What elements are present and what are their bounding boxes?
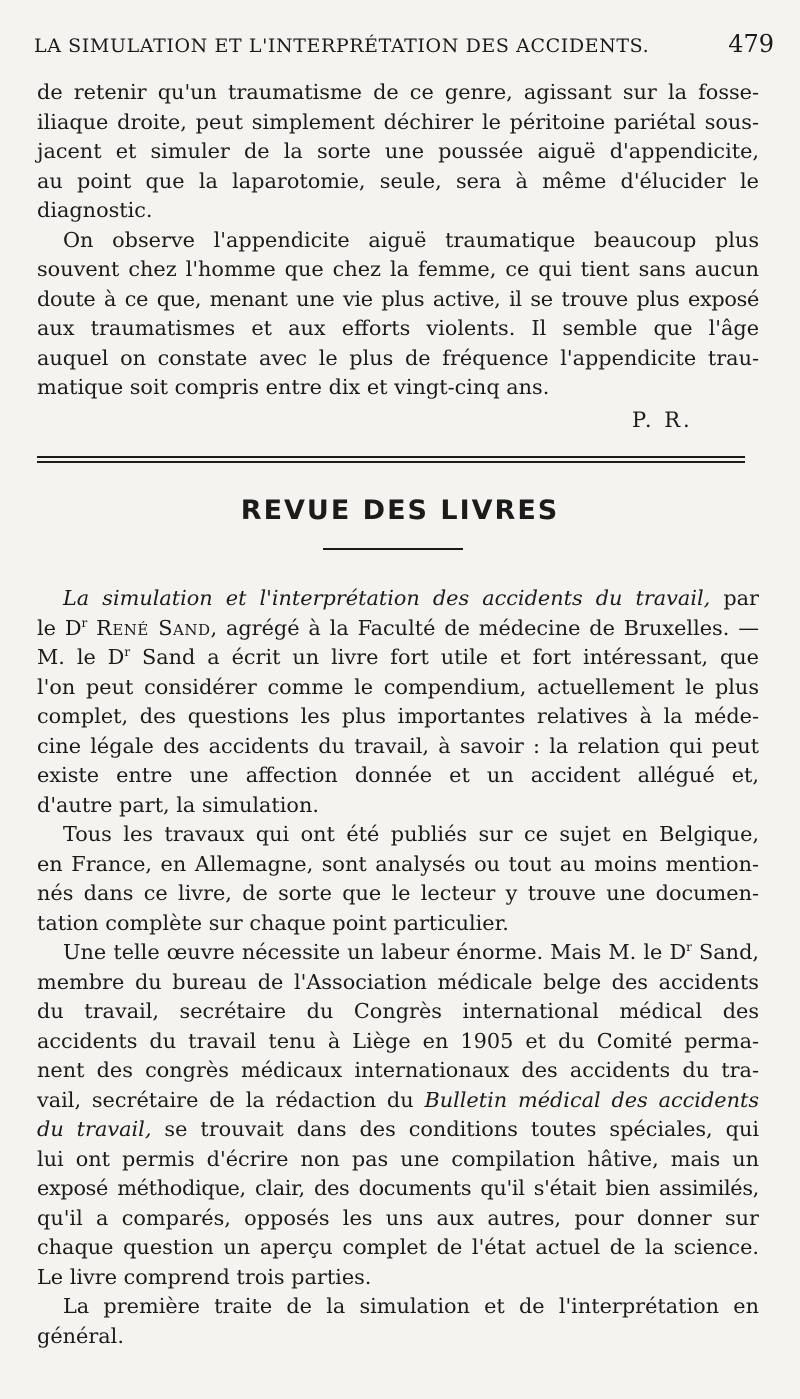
text-line: membre du bureau de l'Association médicale belge des accidents (37, 969, 759, 994)
text-line: diagnostic. (37, 198, 153, 222)
text-line: nent des congrès médicaux internationaux des accidents du tra- (37, 1058, 759, 1082)
text-line: existe entre une affection donnée et un accident allégué et, (37, 763, 759, 787)
author-first-name: René (96, 615, 149, 640)
text-fragment: , agrégé à la Faculté de médecine de Bruxelles. — (210, 615, 759, 640)
text-line: du travail, secrétaire du Congrès international médical des (37, 999, 759, 1023)
author-last-name: Sand (158, 615, 211, 640)
superscript: r (124, 645, 131, 659)
text-line: matique soit compris entre dix et vingt-cinq ans. (37, 375, 550, 399)
text-line: exposé méthodique, clair, des documents qu'il s'était bien assimilés, (37, 1176, 759, 1200)
superscript: r (686, 940, 692, 954)
book-title: La simulation et l'interprétation des accidents du travail, (63, 586, 711, 610)
text-line: cine légale des accidents du travail, à savoir : la relation qui peut (37, 733, 759, 758)
text-line (37, 1115, 759, 1145)
text-line: lui ont permis d'écrire non pas une compilation hâtive, mais un (37, 1146, 759, 1171)
text-fragment: le D (37, 615, 82, 640)
text-line: au point que la laparotomie, seule, sera à même d'élucider le (37, 168, 759, 193)
text-line: aux traumatismes et aux efforts violents. Il semble que l'âge (37, 316, 759, 340)
superscript: r (81, 615, 88, 630)
journal-title: du travail, (37, 1117, 152, 1141)
text-line: qu'il a comparés, opposés les uns aux autres, pour donner sur (37, 1205, 759, 1230)
text-fragment: vail, secrétaire de la rédaction du (37, 1087, 425, 1112)
running-header (34, 30, 774, 58)
text-line: Le livre comprend trois parties. (37, 1264, 372, 1289)
section-divider (37, 461, 745, 463)
text-line (37, 643, 759, 673)
text-line: souvent chez l'homme que chez la femme, ce qui tient sans aucun (37, 257, 759, 281)
text-fragment: M. le D (37, 645, 125, 669)
title-underline (323, 548, 463, 550)
running-title: LA SIMULATION ET L'INTERPRÉTATION DES ACCIDENTS. (34, 35, 650, 57)
text-line: l'on peut considérer comme le compendium, actuellement le plus (37, 674, 759, 699)
text-line: en France, en Allemagne, sont analysés ou tout au moins mention- (37, 851, 759, 876)
text-line: Tous les travaux qui ont été publiés sur ce sujet en Belgique, (63, 822, 759, 846)
text-line (37, 614, 759, 644)
text-fragment: Une telle œuvre nécessite un labeur énorme. Mais M. le D (63, 940, 687, 964)
text-line: complet, des questions les plus importantes relatives à la méde- (37, 704, 759, 728)
text-fragment: par (723, 586, 759, 610)
text-line: jacent et simuler de la sorte une poussée aiguë d'appendicite, (37, 139, 759, 163)
text-line: accidents du travail tenu à Liège en 1905 et du Comité perma- (37, 1028, 759, 1053)
text-fragment: se trouvait dans des conditions toutes spéciales, qui (151, 1117, 760, 1141)
author-name (96, 616, 210, 640)
text-line: La première traite de la simulation et de l'interprétation en (63, 1294, 759, 1318)
journal-title: Bulletin médical des accidents (424, 1087, 759, 1112)
text-line: général. (37, 1323, 124, 1348)
text-line: d'autre part, la simulation. (37, 792, 319, 817)
text-line: de retenir qu'un traumatisme de ce genre, agissant sur la fosse- (37, 80, 759, 104)
text-line: chaque question un aperçu complet de l'état actuel de la science. (37, 1235, 759, 1259)
text-line: iliaque droite, peut simplement déchirer le péritoine pariétal sous- (37, 109, 759, 134)
text-line (37, 1086, 759, 1116)
page-number: 479 (728, 30, 774, 58)
author-signature: P. R. (632, 408, 693, 432)
text-line: auquel on constate avec le plus de fréquence l'appendicite trau- (37, 345, 759, 370)
article-conclusion (37, 78, 759, 403)
section-divider (37, 456, 745, 458)
text-fragment: Sand a écrit un livre fort utile et fort intéressant, que (130, 645, 759, 669)
text-line: nés dans ce livre, de sorte que le lecteur y trouve une documen- (37, 881, 759, 905)
text-line: doute à ce que, menant une vie plus active, il se trouve plus exposé (37, 286, 759, 311)
book-review (37, 584, 759, 1351)
section-title: REVUE DES LIVRES (240, 495, 560, 526)
text-fragment: Sand, (691, 940, 759, 964)
text-line: On observe l'appendicite aiguë traumatique beaucoup plus (63, 227, 759, 252)
text-line (37, 584, 759, 614)
text-line: tation complète sur chaque point particulier. (37, 910, 509, 935)
text-line (37, 938, 759, 968)
